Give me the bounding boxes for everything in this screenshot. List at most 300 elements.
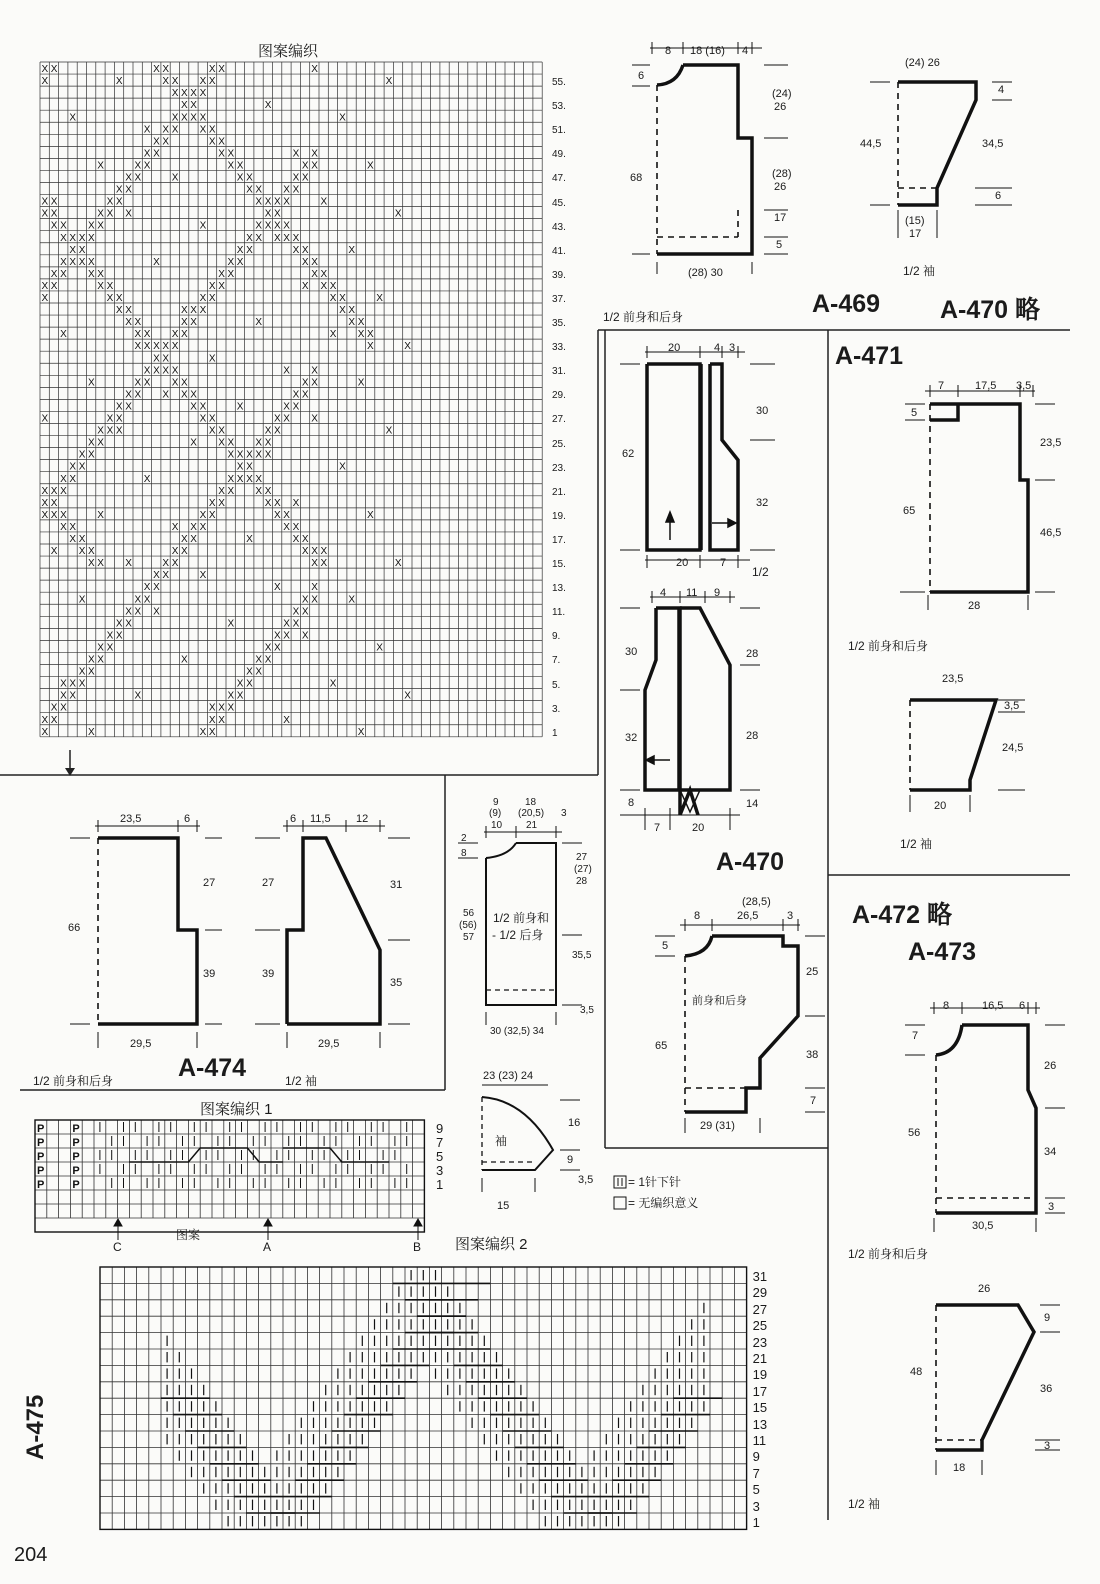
- svg-text:P: P: [37, 1123, 45, 1135]
- a470-d2-b2: 20: [692, 822, 705, 834]
- svg-text:X: X: [190, 305, 197, 317]
- svg-text:X: X: [50, 509, 58, 521]
- svg-text:X: X: [246, 184, 253, 196]
- svg-text:X: X: [60, 473, 67, 485]
- svg-text:X: X: [97, 558, 104, 570]
- chart1-row-label: 33.: [552, 342, 566, 354]
- a475-top2: 18: [525, 797, 537, 808]
- a469-r2b: 26: [774, 181, 787, 193]
- svg-text:X: X: [274, 509, 281, 521]
- svg-text:X: X: [208, 702, 216, 714]
- a475-sleeve-r1: 16: [568, 1117, 581, 1129]
- a475-r2: (27): [574, 864, 592, 875]
- svg-text:X: X: [348, 305, 356, 317]
- svg-text:P: P: [37, 1151, 45, 1163]
- svg-text:X: X: [143, 365, 151, 377]
- a472-center: 前身和后身: [692, 995, 747, 1007]
- svg-text:X: X: [218, 437, 225, 449]
- svg-text:X: X: [88, 654, 95, 666]
- svg-text:X: X: [50, 702, 58, 714]
- svg-text:P: P: [72, 1165, 80, 1177]
- svg-text:X: X: [199, 413, 207, 425]
- svg-text:X: X: [190, 521, 197, 533]
- svg-text:X: X: [115, 305, 123, 317]
- svg-text:X: X: [311, 365, 318, 377]
- svg-text:X: X: [311, 160, 318, 172]
- svg-text:X: X: [227, 618, 235, 630]
- svg-text:X: X: [255, 232, 263, 244]
- svg-text:X: X: [41, 293, 49, 304]
- svg-text:X: X: [69, 244, 77, 256]
- chart1-row-label: 37.: [552, 293, 566, 305]
- svg-text:X: X: [41, 280, 49, 292]
- svg-text:X: X: [50, 64, 58, 76]
- svg-text:X: X: [329, 678, 337, 690]
- svg-text:X: X: [283, 184, 290, 196]
- chart1-row-label: 1: [552, 727, 558, 739]
- svg-text:X: X: [162, 341, 170, 353]
- svg-text:X: X: [41, 485, 49, 497]
- svg-text:X: X: [292, 184, 300, 196]
- svg-text:X: X: [199, 124, 207, 136]
- svg-text:X: X: [97, 509, 104, 521]
- svg-text:X: X: [60, 690, 67, 702]
- a472-bottom: 29 (31): [700, 1120, 735, 1132]
- svg-text:X: X: [404, 690, 411, 702]
- chart1-row-label: 17.: [552, 534, 566, 546]
- a472-r1: 25: [806, 966, 819, 978]
- svg-text:X: X: [227, 256, 235, 268]
- svg-text:X: X: [115, 618, 123, 630]
- svg-text:X: X: [227, 160, 235, 172]
- svg-text:X: X: [348, 244, 356, 256]
- svg-text:X: X: [227, 485, 235, 497]
- svg-text:X: X: [208, 280, 216, 292]
- a470-d1-r2: 32: [756, 497, 769, 509]
- svg-text:X: X: [283, 521, 290, 533]
- svg-text:X: X: [394, 558, 402, 570]
- svg-text:X: X: [311, 546, 318, 558]
- svg-text:X: X: [283, 714, 290, 726]
- svg-text:X: X: [208, 726, 216, 738]
- svg-text:X: X: [357, 317, 365, 329]
- svg-text:X: X: [264, 100, 272, 112]
- a471-left: 65: [903, 505, 916, 517]
- svg-text:X: X: [301, 606, 309, 618]
- svg-text:X: X: [69, 678, 77, 690]
- svg-text:X: X: [218, 702, 225, 714]
- svg-text:X: X: [134, 160, 142, 172]
- svg-text:X: X: [69, 473, 77, 485]
- chart3-row-label: 7: [752, 1465, 760, 1481]
- chart1-row-label: 55.: [552, 77, 566, 88]
- chart3-row-label: 21: [752, 1351, 768, 1366]
- a475-sleeve-r3: 3,5: [578, 1174, 594, 1186]
- a472-top4: 3: [787, 910, 794, 922]
- svg-text:X: X: [171, 377, 179, 389]
- a470-d1-b1: 20: [676, 557, 689, 569]
- svg-text:X: X: [320, 268, 328, 280]
- a469-top3: 4: [742, 45, 749, 57]
- svg-text:X: X: [88, 377, 95, 389]
- chart2-pattern-label: 图案: [176, 1228, 201, 1242]
- svg-text:X: X: [274, 220, 281, 232]
- a469-sleeve-left: 44,5: [860, 138, 882, 150]
- a475-sleeve-center: 袖: [495, 1134, 508, 1148]
- svg-text:X: X: [115, 401, 123, 413]
- a473-label: A-473: [908, 938, 977, 966]
- svg-text:X: X: [292, 148, 300, 160]
- svg-text:X: X: [78, 232, 86, 244]
- svg-text:X: X: [274, 642, 281, 654]
- svg-text:X: X: [208, 136, 216, 148]
- svg-text:X: X: [292, 534, 300, 545]
- svg-text:X: X: [208, 124, 216, 136]
- a475-top1b: (9): [489, 808, 502, 819]
- a470-d2-top3: 9: [714, 587, 721, 599]
- svg-text:X: X: [274, 196, 281, 208]
- a473-neck: 7: [912, 1030, 919, 1042]
- chart3-row-label: 3: [752, 1498, 760, 1514]
- svg-text:X: X: [171, 365, 179, 377]
- chart1-title: 图案编织: [258, 43, 319, 60]
- a471-top1: 7: [938, 380, 945, 392]
- a469-sleeve-bottom-b: 17: [909, 228, 922, 240]
- a474-label: A-474: [178, 1054, 247, 1082]
- svg-text:X: X: [264, 425, 272, 437]
- svg-text:X: X: [190, 401, 197, 413]
- svg-text:X: X: [292, 606, 300, 618]
- a473-r3: 3: [1048, 1201, 1055, 1213]
- svg-text:X: X: [218, 497, 225, 509]
- a475-top2b: (20,5): [518, 808, 545, 819]
- chart3-row-label: 27: [752, 1301, 768, 1317]
- svg-text:P: P: [37, 1137, 45, 1149]
- svg-text:X: X: [50, 497, 58, 509]
- svg-text:X: X: [394, 208, 402, 220]
- a470-d2-r2: 28: [746, 730, 759, 742]
- a469-r2a: (28): [772, 168, 792, 180]
- svg-text:X: X: [162, 389, 170, 401]
- svg-text:X: X: [143, 148, 151, 160]
- svg-text:X: X: [246, 244, 253, 256]
- svg-text:X: X: [50, 196, 58, 208]
- svg-text:X: X: [218, 714, 225, 726]
- svg-text:X: X: [162, 136, 170, 148]
- svg-text:X: X: [153, 64, 160, 76]
- svg-text:X: X: [97, 160, 104, 172]
- svg-text:X: X: [246, 534, 253, 545]
- svg-text:X: X: [255, 220, 263, 232]
- svg-text:X: X: [88, 666, 95, 678]
- a475-r3: 28: [576, 876, 588, 887]
- a472-left: 65: [655, 1040, 668, 1052]
- svg-text:X: X: [311, 268, 318, 280]
- a475-r1: 27: [576, 852, 588, 863]
- svg-text:X: X: [357, 329, 365, 341]
- a473-top3: 6: [1019, 1000, 1026, 1012]
- svg-text:X: X: [143, 377, 151, 389]
- a470-d1-b2: 7: [720, 557, 727, 569]
- chart3-row-label: 19: [752, 1367, 768, 1383]
- a469-r1b: 26: [774, 101, 787, 113]
- svg-text:X: X: [41, 208, 49, 220]
- legend-knit: = 1针下针: [628, 1175, 682, 1189]
- a474-r1: 27: [203, 877, 216, 889]
- svg-text:X: X: [60, 485, 67, 497]
- a474-sleeve-r2: 35: [390, 977, 403, 989]
- svg-text:X: X: [60, 521, 67, 533]
- svg-text:X: X: [153, 570, 160, 582]
- a472-label: A-472 略: [852, 901, 953, 929]
- a475-top1c: 10: [491, 820, 503, 831]
- svg-text:X: X: [162, 558, 170, 570]
- chart1-row-label: 49.: [552, 149, 566, 161]
- svg-text:X: X: [115, 196, 123, 208]
- svg-text:X: X: [125, 172, 132, 184]
- svg-text:X: X: [255, 473, 263, 485]
- svg-text:X: X: [143, 341, 151, 353]
- a472-top3: 26,5: [737, 910, 759, 922]
- svg-text:X: X: [162, 64, 170, 76]
- svg-text:X: X: [208, 64, 216, 76]
- svg-text:X: X: [97, 642, 104, 654]
- chart1-row-label: 45.: [552, 197, 566, 209]
- a469-top1: 8: [665, 45, 672, 57]
- a471-neck: 5: [911, 407, 918, 419]
- svg-text:X: X: [301, 280, 309, 292]
- chart3-row-label: 11: [752, 1433, 767, 1448]
- svg-text:X: X: [134, 594, 142, 606]
- a475-sleeve-r2: 9: [567, 1154, 574, 1166]
- svg-text:X: X: [88, 220, 95, 232]
- chart1-row-label: 47.: [552, 173, 566, 185]
- svg-text:X: X: [171, 88, 179, 100]
- chart3-row-label: 1: [752, 1515, 760, 1530]
- svg-text:X: X: [199, 305, 207, 317]
- svg-text:X: X: [60, 268, 67, 280]
- svg-text:X: X: [218, 485, 225, 497]
- svg-text:X: X: [329, 293, 337, 304]
- svg-text:X: X: [88, 256, 95, 268]
- svg-text:X: X: [218, 136, 225, 148]
- svg-text:X: X: [320, 558, 328, 570]
- a471-r1: 23,5: [1040, 437, 1062, 449]
- svg-text:X: X: [97, 654, 104, 666]
- svg-text:X: X: [292, 172, 300, 184]
- a473-sleeve-left: 48: [910, 1366, 923, 1378]
- svg-text:X: X: [255, 317, 263, 329]
- a469-top2: 18 (16): [690, 45, 725, 57]
- a473-sleeve-r3: 3: [1044, 1440, 1051, 1452]
- a471-r2: 46,5: [1040, 527, 1062, 539]
- svg-text:X: X: [134, 606, 142, 618]
- svg-text:X: X: [376, 293, 383, 304]
- svg-text:X: X: [88, 268, 95, 280]
- svg-text:X: X: [218, 64, 225, 76]
- a469-bottom: (28) 30: [688, 267, 723, 279]
- a475-l3: 56: [463, 908, 475, 919]
- svg-text:X: X: [88, 449, 95, 461]
- a470-skip-label: A-470 略: [940, 296, 1041, 324]
- a473-sleeve-r2: 36: [1040, 1383, 1053, 1395]
- a474-sleeve-l2: 39: [262, 968, 275, 980]
- svg-text:X: X: [292, 401, 300, 413]
- a469-neck: 6: [638, 70, 645, 82]
- svg-text:X: X: [134, 341, 142, 353]
- svg-text:X: X: [134, 317, 142, 329]
- chart3-row-label: 17: [752, 1383, 768, 1399]
- pattern-chart-1: [0, 0, 600, 770]
- svg-text:X: X: [199, 726, 207, 738]
- svg-text:X: X: [255, 437, 263, 449]
- svg-text:X: X: [255, 449, 263, 461]
- chart1-grid: [0, 0, 600, 770]
- svg-text:X: X: [97, 437, 104, 449]
- svg-text:X: X: [274, 497, 281, 509]
- chart1-row-label: 11.: [552, 607, 566, 619]
- svg-text:X: X: [227, 148, 235, 160]
- svg-text:X: X: [264, 485, 272, 497]
- svg-text:P: P: [72, 1123, 80, 1135]
- svg-text:X: X: [274, 582, 281, 594]
- svg-text:X: X: [348, 317, 356, 329]
- svg-text:X: X: [78, 244, 86, 256]
- svg-text:X: X: [106, 425, 114, 437]
- svg-text:X: X: [69, 112, 77, 124]
- chart1-row-label: 15.: [552, 559, 566, 570]
- svg-text:X: X: [50, 546, 58, 558]
- svg-text:X: X: [255, 184, 263, 196]
- svg-text:X: X: [255, 666, 263, 678]
- a474-left: 66: [68, 922, 81, 934]
- a475-l5: 57: [463, 932, 475, 943]
- svg-text:X: X: [311, 256, 318, 268]
- svg-text:X: X: [106, 280, 114, 292]
- page-number: 204: [14, 1544, 48, 1566]
- a470-d2-l1: 30: [625, 646, 638, 658]
- svg-text:X: X: [97, 268, 104, 280]
- chart1-row-label: 7.: [552, 655, 561, 667]
- svg-text:X: X: [41, 64, 49, 76]
- svg-text:X: X: [78, 449, 86, 461]
- svg-text:X: X: [143, 473, 151, 485]
- svg-text:X: X: [255, 654, 263, 666]
- svg-text:X: X: [246, 473, 253, 485]
- svg-text:X: X: [404, 341, 411, 353]
- svg-text:X: X: [125, 389, 132, 401]
- svg-text:X: X: [274, 425, 281, 437]
- svg-text:X: X: [199, 293, 207, 304]
- svg-text:X: X: [348, 594, 356, 606]
- a470-d2-r3: 14: [746, 798, 759, 810]
- svg-text:X: X: [236, 449, 244, 461]
- svg-text:X: X: [181, 88, 188, 100]
- svg-text:X: X: [181, 317, 188, 329]
- a472-r2: 38: [806, 1049, 819, 1061]
- chart2-row-label: 7: [436, 1135, 444, 1150]
- svg-text:X: X: [301, 534, 309, 545]
- svg-text:X: X: [301, 377, 309, 389]
- svg-text:X: X: [367, 329, 374, 341]
- svg-text:X: X: [199, 509, 207, 521]
- svg-text:X: X: [171, 112, 179, 124]
- a471-sleeve-bottom: 20: [934, 800, 947, 812]
- svg-text:X: X: [236, 244, 244, 256]
- svg-text:X: X: [283, 365, 290, 377]
- svg-text:X: X: [246, 461, 253, 473]
- svg-text:X: X: [50, 208, 58, 220]
- svg-text:X: X: [181, 389, 188, 401]
- svg-text:X: X: [69, 534, 77, 545]
- svg-text:P: P: [37, 1165, 45, 1177]
- chart1-row-label: 19.: [552, 510, 566, 522]
- svg-text:X: X: [97, 280, 104, 292]
- a473-sleeve-r1: 9: [1044, 1312, 1051, 1324]
- svg-text:X: X: [125, 558, 132, 570]
- svg-text:P: P: [37, 1179, 45, 1191]
- svg-text:X: X: [208, 425, 216, 437]
- svg-text:X: X: [208, 497, 216, 509]
- svg-text:X: X: [171, 329, 179, 341]
- a475-center2: - 1/2 后身: [492, 928, 544, 942]
- svg-text:X: X: [78, 678, 86, 690]
- svg-text:X: X: [274, 208, 281, 220]
- svg-text:X: X: [153, 256, 160, 268]
- svg-text:X: X: [134, 389, 142, 401]
- svg-text:X: X: [301, 256, 309, 268]
- svg-text:X: X: [181, 377, 188, 389]
- chart3-row-label: 29: [752, 1285, 768, 1301]
- svg-text:P: P: [72, 1151, 80, 1163]
- svg-text:X: X: [162, 76, 170, 88]
- svg-text:X: X: [190, 100, 197, 112]
- svg-text:X: X: [153, 365, 160, 377]
- svg-text:X: X: [236, 160, 244, 172]
- svg-text:X: X: [301, 244, 309, 256]
- svg-text:X: X: [88, 546, 95, 558]
- svg-text:X: X: [320, 196, 328, 208]
- svg-text:X: X: [292, 618, 300, 630]
- svg-text:X: X: [153, 606, 160, 618]
- svg-text:X: X: [69, 256, 77, 268]
- svg-text:X: X: [153, 148, 160, 160]
- svg-text:X: X: [301, 172, 309, 184]
- svg-text:X: X: [301, 630, 309, 642]
- a470-d1-r1: 30: [756, 405, 769, 417]
- svg-text:X: X: [283, 509, 290, 521]
- a475-top3: 3: [561, 808, 567, 819]
- svg-text:X: X: [283, 630, 290, 642]
- a474-sleeve-bottom: 29,5: [318, 1038, 340, 1050]
- svg-text:X: X: [367, 160, 374, 172]
- svg-text:X: X: [88, 726, 95, 738]
- svg-text:X: X: [283, 618, 290, 630]
- chart1-row-label: 23.: [552, 462, 566, 474]
- a469-sleeve-r1: 4: [998, 84, 1005, 96]
- svg-text:X: X: [78, 546, 86, 558]
- svg-text:X: X: [208, 293, 216, 304]
- svg-text:X: X: [143, 124, 151, 136]
- svg-text:X: X: [115, 184, 123, 196]
- svg-text:X: X: [125, 317, 132, 329]
- svg-text:X: X: [78, 666, 86, 678]
- chart2-title: 图案编织 1: [200, 1101, 273, 1118]
- a471-bottom: 28: [968, 600, 981, 612]
- svg-text:X: X: [88, 232, 95, 244]
- a475-top2c: 21: [526, 820, 538, 831]
- svg-text:X: X: [50, 485, 58, 497]
